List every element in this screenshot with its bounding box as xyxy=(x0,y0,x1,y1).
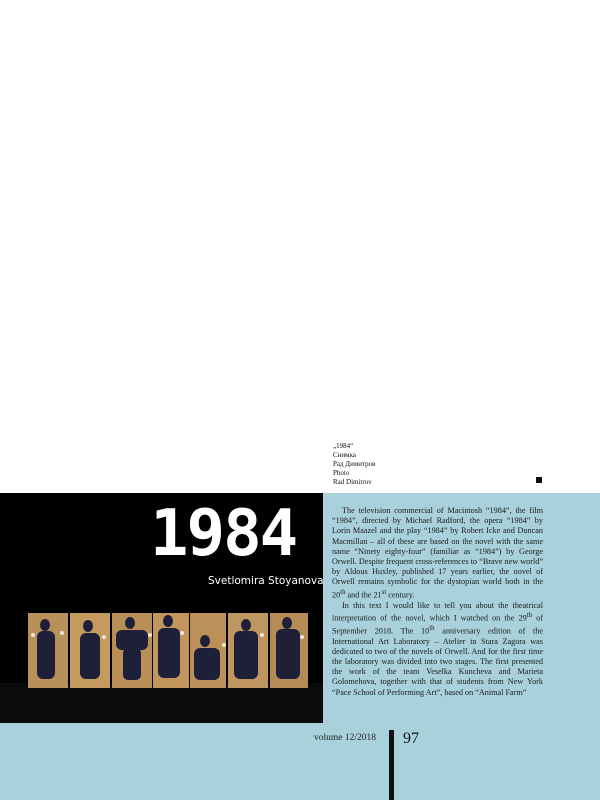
photo-caption xyxy=(333,442,375,487)
caption-line: „1984“ xyxy=(333,442,354,450)
page-number: 97 xyxy=(403,730,419,747)
caption-line: Rad Dimitrov xyxy=(333,478,372,486)
caption-line: Photo xyxy=(333,469,350,477)
caption-line: Рад Димитров xyxy=(333,460,376,468)
article-paragraph: The television commercial of Macintosh “1984”, the film “1984”, directed by Michael Radford, the opera “1984” by Lorin Maazel and the play “1984” by Robert Icke and Duncan Macmillan – all of these are based on the novel with the same name “Ninety eighty-four” (familiar as “1984”) by George Orwell. Despite frequent cross-references to “Brave new world” by Aldous Huxley, published 17 years earlier, the novel of Orwell remains symbolic for the dystopian world both in the 20th and the 21st century. xyxy=(332,506,543,600)
article-body xyxy=(332,506,543,698)
photo-title: 1984 xyxy=(150,497,297,571)
footer-rule xyxy=(389,730,394,800)
author-name: Svetlomira Stoyanova xyxy=(208,575,324,587)
volume-label: volume 12/2018 xyxy=(314,733,377,743)
article-paragraph: In this text I would like to tell you about the theatrical interpretation of the novel, which I watched on the 29th of September 2018. The 10th anniversary edition of the International Art Laboratory – Atelier in Stara Zagora was dedicated to two of the novels of Orwell. And for the first time the laboratory was divided into two stages. The first presented the work of the team Veselka Kuncheva and Marieta Golomehova, together with that of students from New York “Pace School of Performing Art”, based on “Animal Farm” xyxy=(332,600,543,697)
caption-line: Снимка xyxy=(333,451,356,459)
section-marker xyxy=(536,477,542,483)
